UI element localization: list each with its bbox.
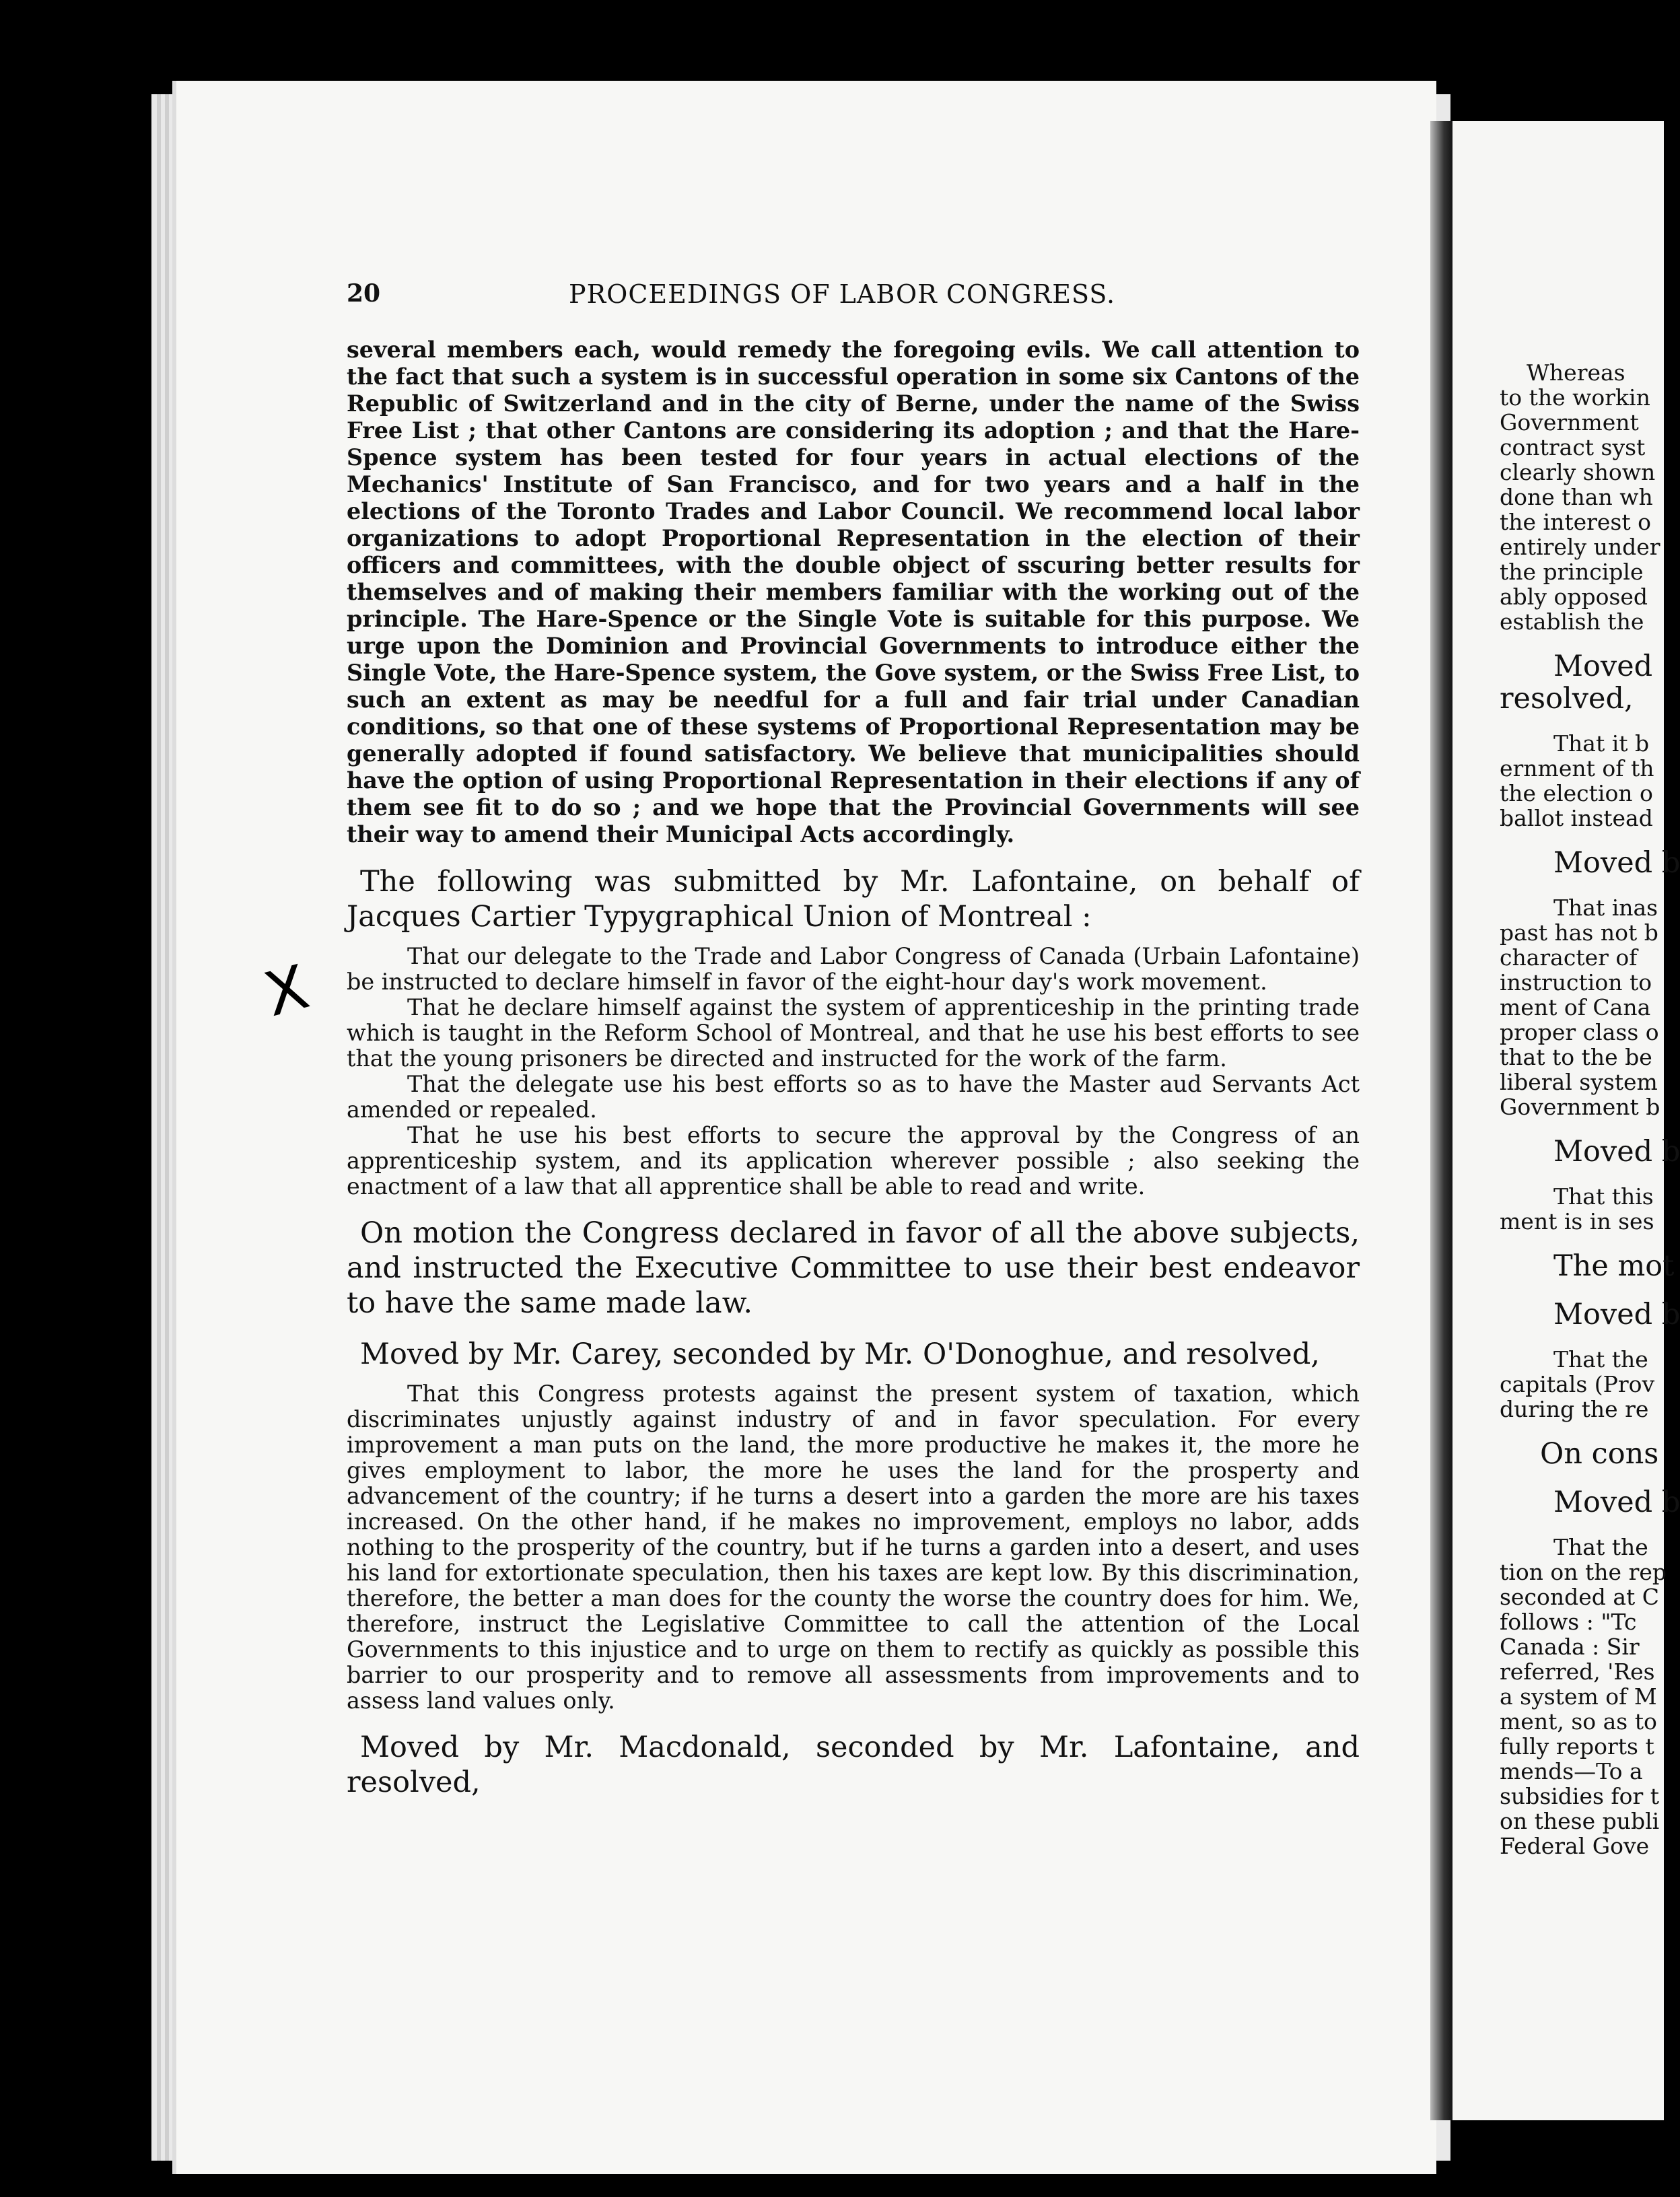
rp-heading: On cons (1540, 1437, 1659, 1471)
rp-heading: Moved b (1553, 846, 1680, 880)
rp-line: Government (1500, 409, 1639, 435)
rp-line: to the workin (1500, 384, 1650, 411)
rp-line: liberal system (1500, 1069, 1658, 1095)
rp-line: That the (1553, 1346, 1648, 1372)
rp-line: ernment of th (1500, 755, 1654, 781)
rp-line: Whereas (1527, 359, 1625, 386)
rp-line: referred, 'Res (1500, 1659, 1655, 1685)
rp-line: That the (1553, 1534, 1648, 1560)
rp-line: done than wh (1500, 484, 1653, 510)
rp-heading: The mot (1553, 1249, 1675, 1283)
rp-line: ably opposed (1500, 584, 1648, 610)
rp-line: ment, so as to (1500, 1708, 1657, 1735)
rp-line: Federal Gove (1500, 1833, 1650, 1859)
rp-line: ballot instead (1500, 805, 1653, 831)
rp-line: capitals (Prov (1500, 1371, 1655, 1397)
rp-line: follows : "Tc (1500, 1609, 1637, 1635)
rp-line: instruction to (1500, 969, 1652, 996)
section-heading-lafontaine: The following was submitted by Mr. Lafontaine, on behalf of Jacques Cartier Typygraphical Union of Montreal : (347, 865, 1360, 934)
rp-line: past has not b (1500, 919, 1658, 946)
rp-line: proper class o (1500, 1019, 1659, 1045)
rp-line: during the re (1500, 1396, 1649, 1422)
rp-line: ment of Cana (1500, 994, 1651, 1020)
rp-line: That it b (1553, 730, 1650, 757)
right-page (1452, 121, 1680, 2120)
rp-line: character of (1500, 944, 1638, 971)
rp-line: ment is in ses (1500, 1208, 1654, 1234)
rp-line: contract syst (1500, 434, 1646, 460)
rp-line: entirely under (1500, 534, 1660, 560)
right-page-body (1500, 359, 1680, 1859)
rp-line: fully reports t (1500, 1733, 1654, 1759)
rp-line: That inas (1553, 895, 1658, 921)
rp-line: on these publi (1500, 1808, 1660, 1834)
rp-line: the principle (1500, 559, 1644, 585)
page-header (347, 279, 1376, 320)
motion-declared: On motion the Congress declared in favor of all the above subjects, and instructed the Executive Committee to use their best endeavor to have the same made law. (347, 1216, 1360, 1320)
page-number: 20 (347, 279, 381, 308)
resolution-master-servants: That the delegate use his best efforts so as to have the Master aud Servants Act amended or repealed. (347, 1071, 1360, 1123)
rp-line: subsidies for t (1500, 1783, 1660, 1809)
running-head: PROCEEDINGS OF LABOR CONGRESS. (569, 279, 1116, 309)
rp-line: mends—To a (1500, 1758, 1643, 1784)
rp-line: a system of M (1500, 1683, 1657, 1710)
rp-line: that to the be (1500, 1044, 1652, 1070)
rp-line: That this (1553, 1183, 1654, 1210)
rp-heading: Moved b (1553, 1486, 1680, 1519)
rp-heading: Moved b (1553, 1135, 1680, 1169)
resolution-eight-hour: That our delegate to the Trade and Labor Congress of Canada (Urbain Lafontaine) be instructed to declare himself in favor of the eight-hour day's work movement. (347, 943, 1360, 995)
left-page-body (347, 337, 1360, 1809)
rp-line: establish the (1500, 608, 1644, 635)
report-paragraph: several members each, would remedy the foregoing evils. We call attention to the fact that such a system is in successful operation in some six Cantons of the Republic of Switzerland and in the city of Berne, under the name of the Swiss Free List ; that other Cantons are considering its adoption ; and that the Hare-Spence system has been tested for four years in actual elections of the Mechanics' Institute of San Francisco, and for two years and a half in the elections of the Toronto Trades and Labor Council. We recommend local labor organizations to adopt Proportional Representation in the election of their officers and committees, with the double object of sscuring better results for themselves and of making their members familiar with the working out of the principle. The Hare-Spence or the Single Vote is suitable for this purpose. We urge upon the Dominion and Provincial Governments to introduce either the Single Vote, the Hare-Spence system, the Gove system, or the Swiss Free List, to such an extent as may be needful for a full and fair trial under Canadian conditions, so that one of these systems of Proportional Representation may be generally adopted if found satisfactory. We believe that municipalities should have the option of using Proportional Representation in their elections if any of them see fit to do so ; and we hope that the Provincial Governments will see their way to amend their Municipal Acts accordingly. (347, 337, 1360, 847)
resolution-apprenticeship: That he declare himself against the system of apprenticeship in the printing trade which is taught in the Reform School of Montreal, and that he use his best efforts to see that the young prisoners be directed and instructed for the work of the farm. (347, 994, 1360, 1072)
margin-mark: X (257, 951, 316, 1031)
book-gutter (1430, 121, 1453, 2120)
rp-heading: Moved (1553, 650, 1653, 683)
rp-line: clearly shown (1500, 459, 1656, 485)
resolution-apprentice-literacy: That he use his best efforts to secure the approval by the Congress of an apprenticeship system, and its application wherever possible ; also seeking the enactment of a law that all apprentice shall be able to read and write. (347, 1122, 1360, 1199)
moved-carey: Moved by Mr. Carey, seconded by Mr. O'Donoghue, and resolved, (360, 1337, 1320, 1371)
taxation-resolution: That this Congress protests against the present system of taxation, which discriminates unjustly against industry of and in favor speculation. For every improvement a man puts on the land, the more productive he makes it, the more he gives employment to labor, the more he uses the land for the prosperty and advancement of the country; if he turns a desert into a garden the more are his taxes increased. On the other hand, if he makes no improvement, employs no labor, adds nothing to the prosperity of the country, but if he turns a garden into a desert, and uses his land for extortionate speculation, then his taxes are kept low. By this discrimination, therefore, the better a man does for the county the worse the country does for him. We, therefore, instruct the Legislative Committee to call the attention of the Local Governments to this injustice and to urge on them to rectify as quickly as possible this barrier to our prosperity and to remove all assessments from improvements and to assess land values only. (347, 1381, 1360, 1714)
rp-line: seconded at C (1500, 1584, 1660, 1610)
rp-line: Government b (1500, 1094, 1660, 1120)
rp-heading: Moved b (1553, 1298, 1680, 1331)
rp-heading: resolved, (1500, 682, 1634, 716)
rp-line: tion on the rep (1500, 1559, 1667, 1585)
moved-macdonald: Moved by Mr. Macdonald, seconded by Mr. Lafontaine, and resolved, (347, 1731, 1360, 1799)
rp-line: the interest o (1500, 509, 1651, 535)
rp-line: Canada : Sir (1500, 1634, 1640, 1660)
rp-line: the election o (1500, 780, 1653, 806)
